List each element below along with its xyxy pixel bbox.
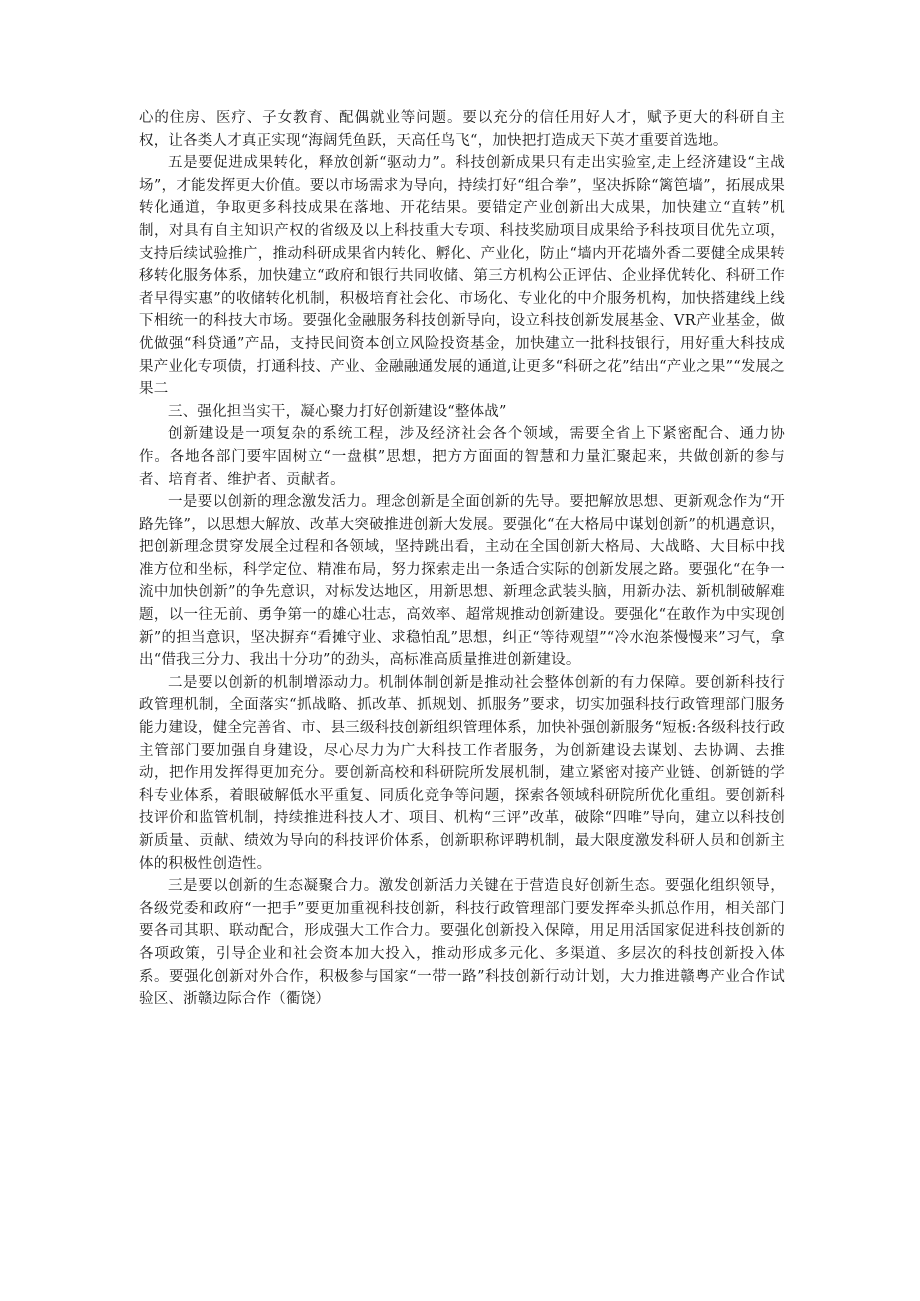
paragraph-2: 五是要促进成果转化，释放创新“驱动力”。科技创新成果只有走出实验室,走上经济建设“主战场”，才能发挥更大价值。要以市场需求为导向，持续打好“组合拳”，坚决拆除“篱笆墙”，拓展成果转化通道，争取更多科技成果在落地、开花结果。要错定产业创新出大成果，加快建立“直转”机制，对具有自主知识产权的省级及以上科技重大专项、科技奖励项目成果给予科技项目优先立项，支持后续试验推广，推动科研成果省内转化、孵化、产业化，防止“墙内开花墙外香二要健全成果转移转化服务体系，加快建立“政府和银行共同收储、第三方机构公正评估、企业择优转化、科研工作者早得实惠”的收储转化机制，积极培育社会化、市场化、专业化的中介服务机构，加快搭建线上线下相统一的科技大市场。要强化金融服务科技创新导向，设立科技创新发展基金、VR产业基金，做优做强“科贷通”产品，支持民间资本创立风险投资基金，加快建立一批科技银行，用好重大科技成果产业化专项债，打通科技、产业、金融融通发展的通道,让更多“科研之花”结出“产业之果”“发展之果二: [139, 155, 785, 398]
paragraph-6: 三是要以创新的生态凝聚合力。激发创新活力关键在于营造良好创新生态。要强化组织领导，各级党委和政府“一把手”要更加重视科技创新，科技行政管理部门要发挥牵头抓总作用，相关部门要各司其职、联动配合，形成强大工作合力。要强化创新投入保障，用足用活国家促进科技创新的各项政策，引导企业和社会资本加大投入，推动形成多元化、多渠道、多层次的科技创新投入体系。要强化创新对外合作，积极参与国家“一带一路”科技创新行动计划，大力推进赣粤产业合作试验区、浙赣边际合作（衢饶）: [139, 878, 785, 1008]
paragraph-4: 一是要以创新的理念激发活力。理念创新是全面创新的先导。要把解放思想、更新观念作为“开路先锋”，以思想大解放、改革大突破推进创新大发展。要强化“在大格局中谋划创新”的机遇意识，把创新理念贯穿发展全过程和各领域，坚持跳出看，主动在全国创新大格局、大战略、大目标中找准方位和坐标，科学定位、精准布局，努力探索走出一条适合实际的创新发展之路。要强化“在争一流中加快创新”的争先意识，对标发达地区，用新思想、新理念武装头脑，用新办法、新机制破解难题，以一往无前、勇争第一的雄心壮志，高效率、超常规推动创新建设。要强化“在敢作为中实现创新”的担当意识，坚决摒弃“看摊守业、求稳怕乱”思想，纠正“等待观望”“冷水泡茶慢慢来”习气，拿出“借我三分力、我出十分功”的劲头，高标准高质量推进创新建设。: [139, 494, 785, 669]
paragraph-5: 二是要以创新的机制增添动力。机制体制创新是推动社会整体创新的有力保障。要创新科技行政管理机制，全面落实“抓战略、抓改革、抓规划、抓服务”要求，切实加强科技行政管理部门服务能力建设，健全完善省、市、县三级科技创新组织管理体系，加快补强创新服务“短板:各级科技行政主管部门要加强自身建设，尽心尽力为广大科技工作者服务，为创新建设去谋划、去协调、去推动，把作用发挥得更加充分。要创新高校和科研院所发展机制，建立紧密对接产业链、创新链的学科专业体系，着眼破解低水平重复、同质化竞争等问题，探索各领域科研院所优化重组。要创新科技评价和监管机制，持续推进科技人才、项目、机构“三评”改革，破除“四唯”导向，建立以科技创新质量、贡献、绩效为导向的科技评价体系，创新职称评聘机制，最大限度激发科研人员和创新主体的积极性创造性。: [139, 674, 785, 872]
document-body: [139, 107, 785, 1011]
paragraph-1: 心的住房、医疗、子女教育、配偶就业等问题。要以充分的信任用好人才，赋予更大的科研自主权，让各类人才真正实现“海阔凭鱼跃，天高任鸟飞“，加快把打造成天下英才重要首选地。: [139, 110, 785, 149]
paragraph-3: 创新建设是一项复杂的系统工程，涉及经济社会各个领域，需要全省上下紧密配合、通力协作。各地各部门要牢固树立“一盘棋”思想，把方方面面的智慧和力量汇聚起来，共做创新的参与者、培育者、维护者、贡献者。: [139, 426, 785, 488]
section-heading: 三、强化担当实干，凝心聚力打好创新建设“整体战”: [168, 403, 507, 420]
